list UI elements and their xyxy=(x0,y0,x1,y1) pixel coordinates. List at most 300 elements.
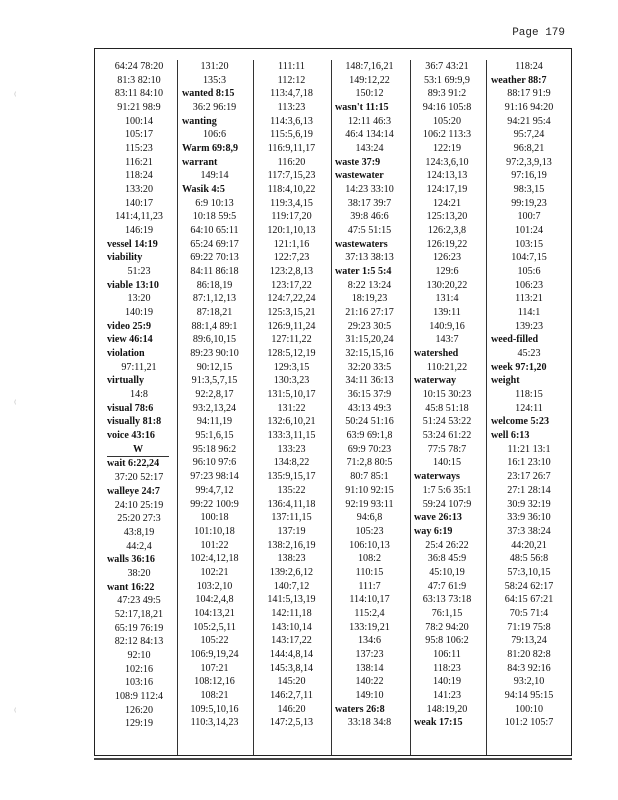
page-line-reference: 143:7 xyxy=(435,334,459,346)
page-line-reference: 140:19 xyxy=(124,307,154,319)
page-line-reference: 117:7,15,23 xyxy=(267,170,316,182)
index-term: wave 26:13 xyxy=(414,512,462,524)
page-line-reference: 105:17 xyxy=(124,129,154,141)
page-line-reference: 109:5,10,16 xyxy=(190,703,239,715)
page-line-reference: 135:9,15,17 xyxy=(267,471,316,483)
index-term: wastewater xyxy=(335,170,384,182)
page-line-reference: 98:3,15 xyxy=(513,184,545,196)
page-line-reference: 106:23 xyxy=(514,279,544,291)
page-line-reference: 84:11 86:18 xyxy=(190,266,239,278)
index-term: week 97:1,20 xyxy=(491,361,547,373)
page-line-reference: 105:2,5,11 xyxy=(193,621,236,633)
index-term: visually 81:8 xyxy=(107,416,162,428)
index-term: wait 6:22,24 xyxy=(107,458,160,470)
page-line-reference: 47:23 49:5 xyxy=(117,595,161,607)
page-line-reference: 104:13,21 xyxy=(194,607,235,619)
page-line-reference: 44:20,21 xyxy=(511,539,547,551)
index-term: wasn't 11:15 xyxy=(335,102,389,114)
page-line-reference: 97:11,21 xyxy=(121,361,157,373)
page-line-reference: 100:14 xyxy=(124,115,154,127)
page-line-reference: 94:11,19 xyxy=(196,416,233,428)
page-line-reference: 147:2,5,13 xyxy=(269,717,314,729)
page-line-reference: 96:8,21 xyxy=(513,143,545,155)
page-line-reference: 116:21 xyxy=(125,156,153,168)
page-line-reference: 142:11,18 xyxy=(271,607,312,619)
page-line-reference: 37:3 38:24 xyxy=(507,525,551,537)
index-term: wanting xyxy=(182,115,217,127)
page-line-reference: 108:2 xyxy=(358,553,381,565)
page-line-reference: 38:17 39:7 xyxy=(347,197,392,209)
page-line-reference: 118:15 xyxy=(515,389,543,401)
page-line-reference: 137:11,15 xyxy=(271,512,312,524)
page-line-reference: 115:2,4 xyxy=(354,607,385,619)
page-line-reference: 64:10 65:11 xyxy=(190,225,239,237)
index-term: visual 78:6 xyxy=(107,402,154,414)
page-line-reference: 126:23 xyxy=(432,252,462,264)
page-line-reference: 131:20 xyxy=(200,61,229,72)
page-line-reference: 97:2,3,9,13 xyxy=(506,156,552,168)
page-line-reference: 133:19,21 xyxy=(349,621,390,633)
page-line-reference: 143:17,22 xyxy=(271,635,312,647)
page-line-reference: 144:4,8,14 xyxy=(269,648,314,660)
page-line-reference: 122:19 xyxy=(432,143,462,155)
page-line-reference: 10:18 59:5 xyxy=(192,211,237,223)
index-term: wanted 8:15 xyxy=(182,88,235,100)
page-line-reference: 48:5 56:8 xyxy=(509,553,549,565)
page-line-reference: 118:24 xyxy=(125,170,153,182)
page-line-reference: 93:2,13,24 xyxy=(192,402,237,414)
page-line-reference: 84:3 92:16 xyxy=(507,662,551,674)
page-line-reference: 111:7 xyxy=(358,580,381,592)
index-term: wastewaters xyxy=(335,238,388,250)
page-line-reference: 108:21 xyxy=(200,689,229,701)
page-line-reference: 141:4,11,23 xyxy=(115,211,163,223)
page-line-reference: 141:23 xyxy=(432,689,462,701)
page-line-reference: 37:20 52:17 xyxy=(114,472,164,484)
page-line-reference: 51:24 53:22 xyxy=(422,416,472,428)
page-line-reference: 103:2,10 xyxy=(196,580,233,592)
page-line-reference: 140:9,16 xyxy=(429,320,465,332)
page-line-reference: 63:13 73:18 xyxy=(422,594,472,606)
page-line-reference: 113:21 xyxy=(515,293,543,305)
page-line-reference: 88:17 91:9 xyxy=(507,88,551,100)
page-line-reference: 47:7 61:9 xyxy=(427,580,467,592)
page-line-reference: 110:15 xyxy=(355,566,384,578)
page-line-reference: 18:19,23 xyxy=(351,293,388,305)
page-line-reference: 94:6,8 xyxy=(356,512,383,524)
page-line-reference: 113:23 xyxy=(277,102,306,114)
page-line-reference: 139:2,6,12 xyxy=(269,566,314,578)
page-line-reference: 43:13 49:3 xyxy=(347,402,392,414)
index-term: violation xyxy=(107,348,145,360)
page-line-reference: 114:1 xyxy=(517,307,541,319)
page-line-reference: 78:2 94:20 xyxy=(425,621,469,633)
index-column-1 xyxy=(95,60,178,755)
page-line-reference: 69:9 70:23 xyxy=(347,443,392,455)
page-line-reference: 106:11 xyxy=(433,648,461,660)
page-line-reference: 114:3,6,13 xyxy=(270,115,313,127)
index-term: waterway xyxy=(414,375,457,387)
page-line-reference: 11:21 13:1 xyxy=(507,443,551,455)
page-line-reference: 8:22 13:24 xyxy=(347,279,392,291)
page-line-reference: 91:21 98:9 xyxy=(117,102,161,114)
page-line-reference: 100:7 xyxy=(517,211,541,223)
page-line-reference: 91:16 94:20 xyxy=(504,102,554,114)
page-line-reference: 39:8 46:6 xyxy=(350,211,389,223)
page-line-reference: 116:20 xyxy=(277,156,306,168)
page-line-reference: 137:19 xyxy=(277,525,306,537)
index-column-2 xyxy=(178,60,254,755)
page-line-reference: 92:10 xyxy=(127,649,151,661)
page-line-reference: 124:11 xyxy=(515,402,543,414)
page-line-reference: 77:5 78:7 xyxy=(427,443,467,455)
page-line-reference: 1:7 5:6 35:1 xyxy=(422,484,472,496)
page-line-reference: 118:24 xyxy=(515,61,543,72)
punch-hole-mark-icon: ⁽ xyxy=(14,399,17,410)
page-line-reference: 116:9,11,17 xyxy=(267,143,316,155)
page-line-reference: 118:4,10,22 xyxy=(267,184,316,196)
page-line-reference: 6:9 10:13 xyxy=(195,197,234,209)
index-column-4 xyxy=(332,60,411,755)
page-line-reference: 12:11 46:3 xyxy=(347,115,392,127)
page-line-reference: 95:18 96:2 xyxy=(192,443,237,455)
page-line-reference: 112:12 xyxy=(277,74,306,86)
page-line-reference: 65:19 76:19 xyxy=(114,622,164,634)
page-line-reference: 69:22 70:13 xyxy=(190,252,239,264)
page-line-reference: 101:24 xyxy=(514,225,544,237)
page-line-reference: 94:16 105:8 xyxy=(422,102,472,114)
index-term: weather 88:7 xyxy=(491,74,547,86)
page-line-reference: 145:20 xyxy=(277,676,306,688)
page-line-reference: 149:10 xyxy=(355,689,384,701)
page-line-reference: 96:10 97:6 xyxy=(192,457,237,469)
page-line-reference: 130:20,22 xyxy=(426,279,468,291)
page-line-reference: 86:18,19 xyxy=(196,279,233,291)
page-line-reference: 101:22 xyxy=(200,539,229,551)
index-column-3 xyxy=(254,60,332,755)
page-line-reference: 88:1,4 89:1 xyxy=(191,320,238,332)
page-number-label: Page 179 xyxy=(512,27,565,39)
page-line-reference: 138:23 xyxy=(277,553,306,565)
page-line-reference: 91:3,5,7,15 xyxy=(191,375,238,387)
page-line-reference: 16:1 23:10 xyxy=(507,457,551,469)
page-line-reference: 80:7 85:1 xyxy=(350,471,389,483)
index-term: walls 36:16 xyxy=(107,554,155,566)
page-line-reference: 94:14 95:15 xyxy=(504,689,554,701)
page-line-reference: 113:4,7,18 xyxy=(270,88,313,100)
page-line-reference: 133:20 xyxy=(124,184,154,196)
page-line-reference: 125:3,15,21 xyxy=(267,307,316,319)
page-line-reference: 92:19 93:11 xyxy=(345,498,394,510)
page-line-reference: 108:12,16 xyxy=(194,676,235,688)
page-line-reference: 108:9 112:4 xyxy=(114,690,164,702)
page-line-reference: 95:7,24 xyxy=(513,129,545,141)
page-line-reference: 104:7,15 xyxy=(511,252,547,264)
page-line-reference: 103:15 xyxy=(514,238,544,250)
page-line-reference: 87:1,12,13 xyxy=(192,293,237,305)
page-line-reference: 110:21,22 xyxy=(426,361,468,373)
page-line-reference: 36:15 37:9 xyxy=(347,389,392,401)
page-line-reference: 130:3,23 xyxy=(273,375,310,387)
page-line-reference: 97:16,19 xyxy=(511,170,547,182)
page-line-reference: 134:8,22 xyxy=(273,457,310,469)
page-line-reference: 106:2 113:3 xyxy=(422,129,472,141)
page-line-reference: 37:13 38:13 xyxy=(345,252,394,264)
page-line-reference: 64:24 78:20 xyxy=(114,61,164,72)
page-line-reference: 45:8 51:18 xyxy=(425,402,469,414)
page-line-reference: 107:21 xyxy=(200,662,229,674)
page-line-reference: 131:5,10,17 xyxy=(267,389,316,401)
page-line-reference: 132:6,10,21 xyxy=(267,416,316,428)
page-line-reference: 129:6 xyxy=(435,266,459,278)
page-line-reference: 135:3 xyxy=(203,74,226,86)
index-term: weak 17:15 xyxy=(414,717,463,729)
page-line-reference: 105:6 xyxy=(517,266,541,278)
page-line-reference: 34:11 36:13 xyxy=(345,375,394,387)
page-line-reference: 149:12,22 xyxy=(349,74,390,86)
page-line-reference: 114:10,17 xyxy=(349,594,390,606)
page-line-reference: 71:2,8 80:5 xyxy=(346,457,393,469)
page-line-reference: 97:23 98:14 xyxy=(190,471,239,483)
page-line-reference: 119:3,4,15 xyxy=(270,197,313,209)
page-line-reference: 100:10 xyxy=(514,703,544,715)
page-line-reference: 101:10,18 xyxy=(194,525,235,537)
index-term: Wasik 4:5 xyxy=(182,184,225,196)
page-line-reference: 99:19,23 xyxy=(511,197,547,209)
page-line-reference: 123:2,8,13 xyxy=(269,266,314,278)
page-line-reference: 122:7,23 xyxy=(273,252,310,264)
index-column-5 xyxy=(411,60,487,755)
page-line-reference: 81:3 82:10 xyxy=(117,74,161,86)
page-line-reference: 124:3,6,10 xyxy=(425,156,469,168)
page-line-reference: 140:15 xyxy=(432,457,462,469)
page-line-reference: 106:6 xyxy=(203,129,226,141)
page-line-reference: 76:1,15 xyxy=(431,607,463,619)
page-line-reference: 148:19,20 xyxy=(426,703,468,715)
page-line-reference: 125:13,20 xyxy=(426,211,468,223)
page-line-reference: 101:2 105:7 xyxy=(504,717,554,729)
page-line-reference: 91:10 92:15 xyxy=(345,484,394,496)
page-line-reference: 94:21 95:4 xyxy=(507,115,551,127)
page-line-reference: 115:23 xyxy=(125,143,153,155)
punch-hole-mark-icon: ⁽ xyxy=(14,91,17,102)
page-line-reference: 71:19 75:8 xyxy=(507,621,551,633)
page-line-reference: 137:23 xyxy=(355,648,384,660)
page-line-reference: 99:22 100:9 xyxy=(190,498,239,510)
page-line-reference: 33:18 34:8 xyxy=(347,717,392,729)
page-line-reference: 59:24 107:9 xyxy=(422,498,472,510)
page-line-reference: 36:7 43:21 xyxy=(425,61,469,72)
page-line-reference: 92:2,8,17 xyxy=(195,389,234,401)
page-line-reference: 99:4,7,12 xyxy=(195,484,234,496)
page-line-reference: 102:4,12,18 xyxy=(190,553,239,565)
page-line-reference: 25:20 27:3 xyxy=(117,513,161,525)
page-line-reference: 58:24 62:17 xyxy=(504,580,554,592)
page-line-reference: 100:18 xyxy=(200,512,229,524)
page-line-reference: 126:9,11,24 xyxy=(267,320,316,332)
page-line-reference: 105:20 xyxy=(432,115,462,127)
index-term: way 6:19 xyxy=(414,525,453,537)
page-line-reference: 52:17,18,21 xyxy=(114,608,164,620)
page-line-reference: 126:19,22 xyxy=(426,238,468,250)
index-term: welcome 5:23 xyxy=(491,416,550,428)
page-line-reference: 36:8 45:9 xyxy=(427,553,467,565)
index-term: video 25:9 xyxy=(107,320,152,332)
page-line-reference: 43:8,19 xyxy=(123,526,155,538)
page-line-reference: 128:5,12,19 xyxy=(267,348,316,360)
page-line-reference: 87:18,21 xyxy=(196,307,233,319)
page-line-reference: 111:11 xyxy=(278,61,305,72)
page-line-reference: 50:24 51:16 xyxy=(345,416,394,428)
page-line-reference: 146:2,7,11 xyxy=(270,689,313,701)
page-line-reference: 115:5,6,19 xyxy=(270,129,313,141)
page-line-reference: 124:21 xyxy=(432,197,462,209)
page-line-reference: 140:7,12 xyxy=(273,580,310,592)
page-line-reference: 27:1 28:14 xyxy=(507,484,551,496)
page-line-reference: 44:2,4 xyxy=(126,540,152,552)
page-line-reference: 129:19 xyxy=(124,718,154,730)
page-line-reference: 46:4 134:14 xyxy=(345,129,394,141)
index-term: walleye 24:7 xyxy=(107,485,160,497)
page-line-reference: 63:9 69:1,8 xyxy=(346,430,393,442)
index-term: well 6:13 xyxy=(491,430,530,442)
page-line-reference: 30:9 32:19 xyxy=(507,498,551,510)
page-line-reference: 95:8 106:2 xyxy=(425,635,469,647)
page-line-reference: 133:3,11,15 xyxy=(267,430,316,442)
page-line-reference: 135:22 xyxy=(277,484,306,496)
index-term: waters 26:8 xyxy=(335,703,385,715)
page-line-reference: 23:17 26:7 xyxy=(507,471,551,483)
page-line-reference: 124:13,13 xyxy=(426,170,468,182)
page-line-reference: 121:1,16 xyxy=(273,238,310,250)
page-line-reference: 70:5 71:4 xyxy=(509,607,549,619)
page-line-reference: 25:4 26:22 xyxy=(425,539,469,551)
page-line-reference: 118:23 xyxy=(433,662,461,674)
index-term: weight xyxy=(491,375,520,387)
page-line-reference: 36:2 96:19 xyxy=(192,102,237,114)
section-letter-heading: W xyxy=(107,443,169,458)
page-line-reference: 53:1 69:9,9 xyxy=(424,74,470,86)
page-line-reference: 38:20 xyxy=(127,567,151,579)
punch-hole-mark-icon: ⁽ xyxy=(14,707,17,718)
page-line-reference: 47:5 51:15 xyxy=(347,225,392,237)
page-line-reference: 103:16 xyxy=(124,677,154,689)
page-line-reference: 139:23 xyxy=(514,320,544,332)
page-line-reference: 145:3,8,14 xyxy=(269,662,314,674)
index-term: virtually xyxy=(107,375,145,387)
page-line-reference: 139:11 xyxy=(433,307,461,319)
page-line-reference: 64:15 67:21 xyxy=(504,594,554,606)
page-line-reference: 57:3,10,15 xyxy=(507,566,551,578)
page-line-reference: 105:22 xyxy=(200,635,229,647)
page-line-reference: 131:4 xyxy=(435,293,459,305)
page-line-reference: 24:10 25:19 xyxy=(114,499,164,511)
page-line-reference: 146:19 xyxy=(124,225,154,237)
page-line-reference: 138:14 xyxy=(355,662,384,674)
index-term: weed-filled xyxy=(491,334,539,346)
page-line-reference: 136:4,11,18 xyxy=(267,498,316,510)
page-line-reference: 138:2,16,19 xyxy=(267,539,316,551)
page-line-reference: 127:11,22 xyxy=(271,334,312,346)
index-term: water 1:5 5:4 xyxy=(335,266,392,278)
index-term: viable 13:10 xyxy=(107,279,159,291)
index-table xyxy=(94,48,572,756)
page-line-reference: 124:7,22,24 xyxy=(267,293,316,305)
page-line-reference: 93:2,10 xyxy=(513,676,545,688)
page-line-reference: 143:24 xyxy=(355,143,384,155)
page-line-reference: 140:19 xyxy=(432,676,462,688)
page-line-reference: 119:17,20 xyxy=(271,211,312,223)
page-line-reference: 29:23 30:5 xyxy=(347,320,392,332)
page-line-reference: 14:23 33:10 xyxy=(345,184,394,196)
index-term: vessel 14:19 xyxy=(107,238,158,250)
page-line-reference: 148:7,16,21 xyxy=(345,61,394,72)
page-line-reference: 129:3,15 xyxy=(273,361,310,373)
page-line-reference: 105:23 xyxy=(355,525,384,537)
page-line-reference: 102:16 xyxy=(124,663,154,675)
page-line-reference: 131:22 xyxy=(277,402,306,414)
index-term: waste 37:9 xyxy=(335,156,381,168)
page-line-reference: 124:17,19 xyxy=(426,184,468,196)
page-line-reference: 110:3,14,23 xyxy=(190,717,239,729)
page-line-reference: 126:2,3,8 xyxy=(427,225,467,237)
index-term: watershed xyxy=(414,348,459,360)
page-line-reference: 81:20 82:8 xyxy=(507,648,551,660)
page-line-reference: 126:20 xyxy=(124,704,154,716)
index-term: warrant xyxy=(182,156,218,168)
index-term: waterways xyxy=(414,471,460,483)
page-line-reference: 14:8 xyxy=(130,389,148,401)
page-line-reference: 146:20 xyxy=(277,703,306,715)
page-line-reference: 150:12 xyxy=(355,88,384,100)
page-line-reference: 89:23 90:10 xyxy=(190,348,239,360)
page-line-reference: 133:23 xyxy=(277,443,306,455)
page-line-reference: 123:17,22 xyxy=(271,279,312,291)
page-line-reference: 21:16 27:17 xyxy=(345,307,394,319)
page-line-reference: 106:9,19,24 xyxy=(190,648,239,660)
page-line-reference: 51:23 xyxy=(127,266,151,278)
page-line-reference: 140:17 xyxy=(124,197,154,209)
page-line-reference: 89:3 91:2 xyxy=(427,88,467,100)
index-term: voice 43:16 xyxy=(107,430,155,442)
page-line-reference: 140:22 xyxy=(355,676,384,688)
page-line-reference: 83:11 84:10 xyxy=(114,88,164,100)
page-line-reference: 141:5,13,19 xyxy=(267,594,316,606)
index-term: viability xyxy=(107,252,143,264)
page-line-reference: 95:1,6,15 xyxy=(195,430,234,442)
index-term: Warm 69:8,9 xyxy=(182,143,239,155)
page-line-reference: 10:15 30:23 xyxy=(422,389,472,401)
page-line-reference: 45:23 xyxy=(517,348,541,360)
page-line-reference: 89:6,10,15 xyxy=(192,334,237,346)
page-line-reference: 106:10,13 xyxy=(349,539,390,551)
page-line-reference: 65:24 69:17 xyxy=(190,238,239,250)
index-term: view 46:14 xyxy=(107,334,153,346)
page-line-reference: 134:6 xyxy=(358,635,381,647)
page-line-reference: 79:13,24 xyxy=(511,635,547,647)
index-term: want 16:22 xyxy=(107,581,155,593)
page-line-reference: 120:1,10,13 xyxy=(267,225,316,237)
page-line-reference: 31:15,20,24 xyxy=(345,334,394,346)
page-line-reference: 53:24 61:22 xyxy=(422,430,472,442)
page-line-reference: 13:20 xyxy=(127,293,151,305)
index-column-6 xyxy=(487,60,573,755)
page-line-reference: 102:21 xyxy=(200,566,229,578)
page-line-reference: 33:9 36:10 xyxy=(507,512,551,524)
page-line-reference: 90:12,15 xyxy=(196,361,233,373)
page-line-reference: 143:10,14 xyxy=(271,621,312,633)
page-line-reference: 45:10,19 xyxy=(429,566,465,578)
